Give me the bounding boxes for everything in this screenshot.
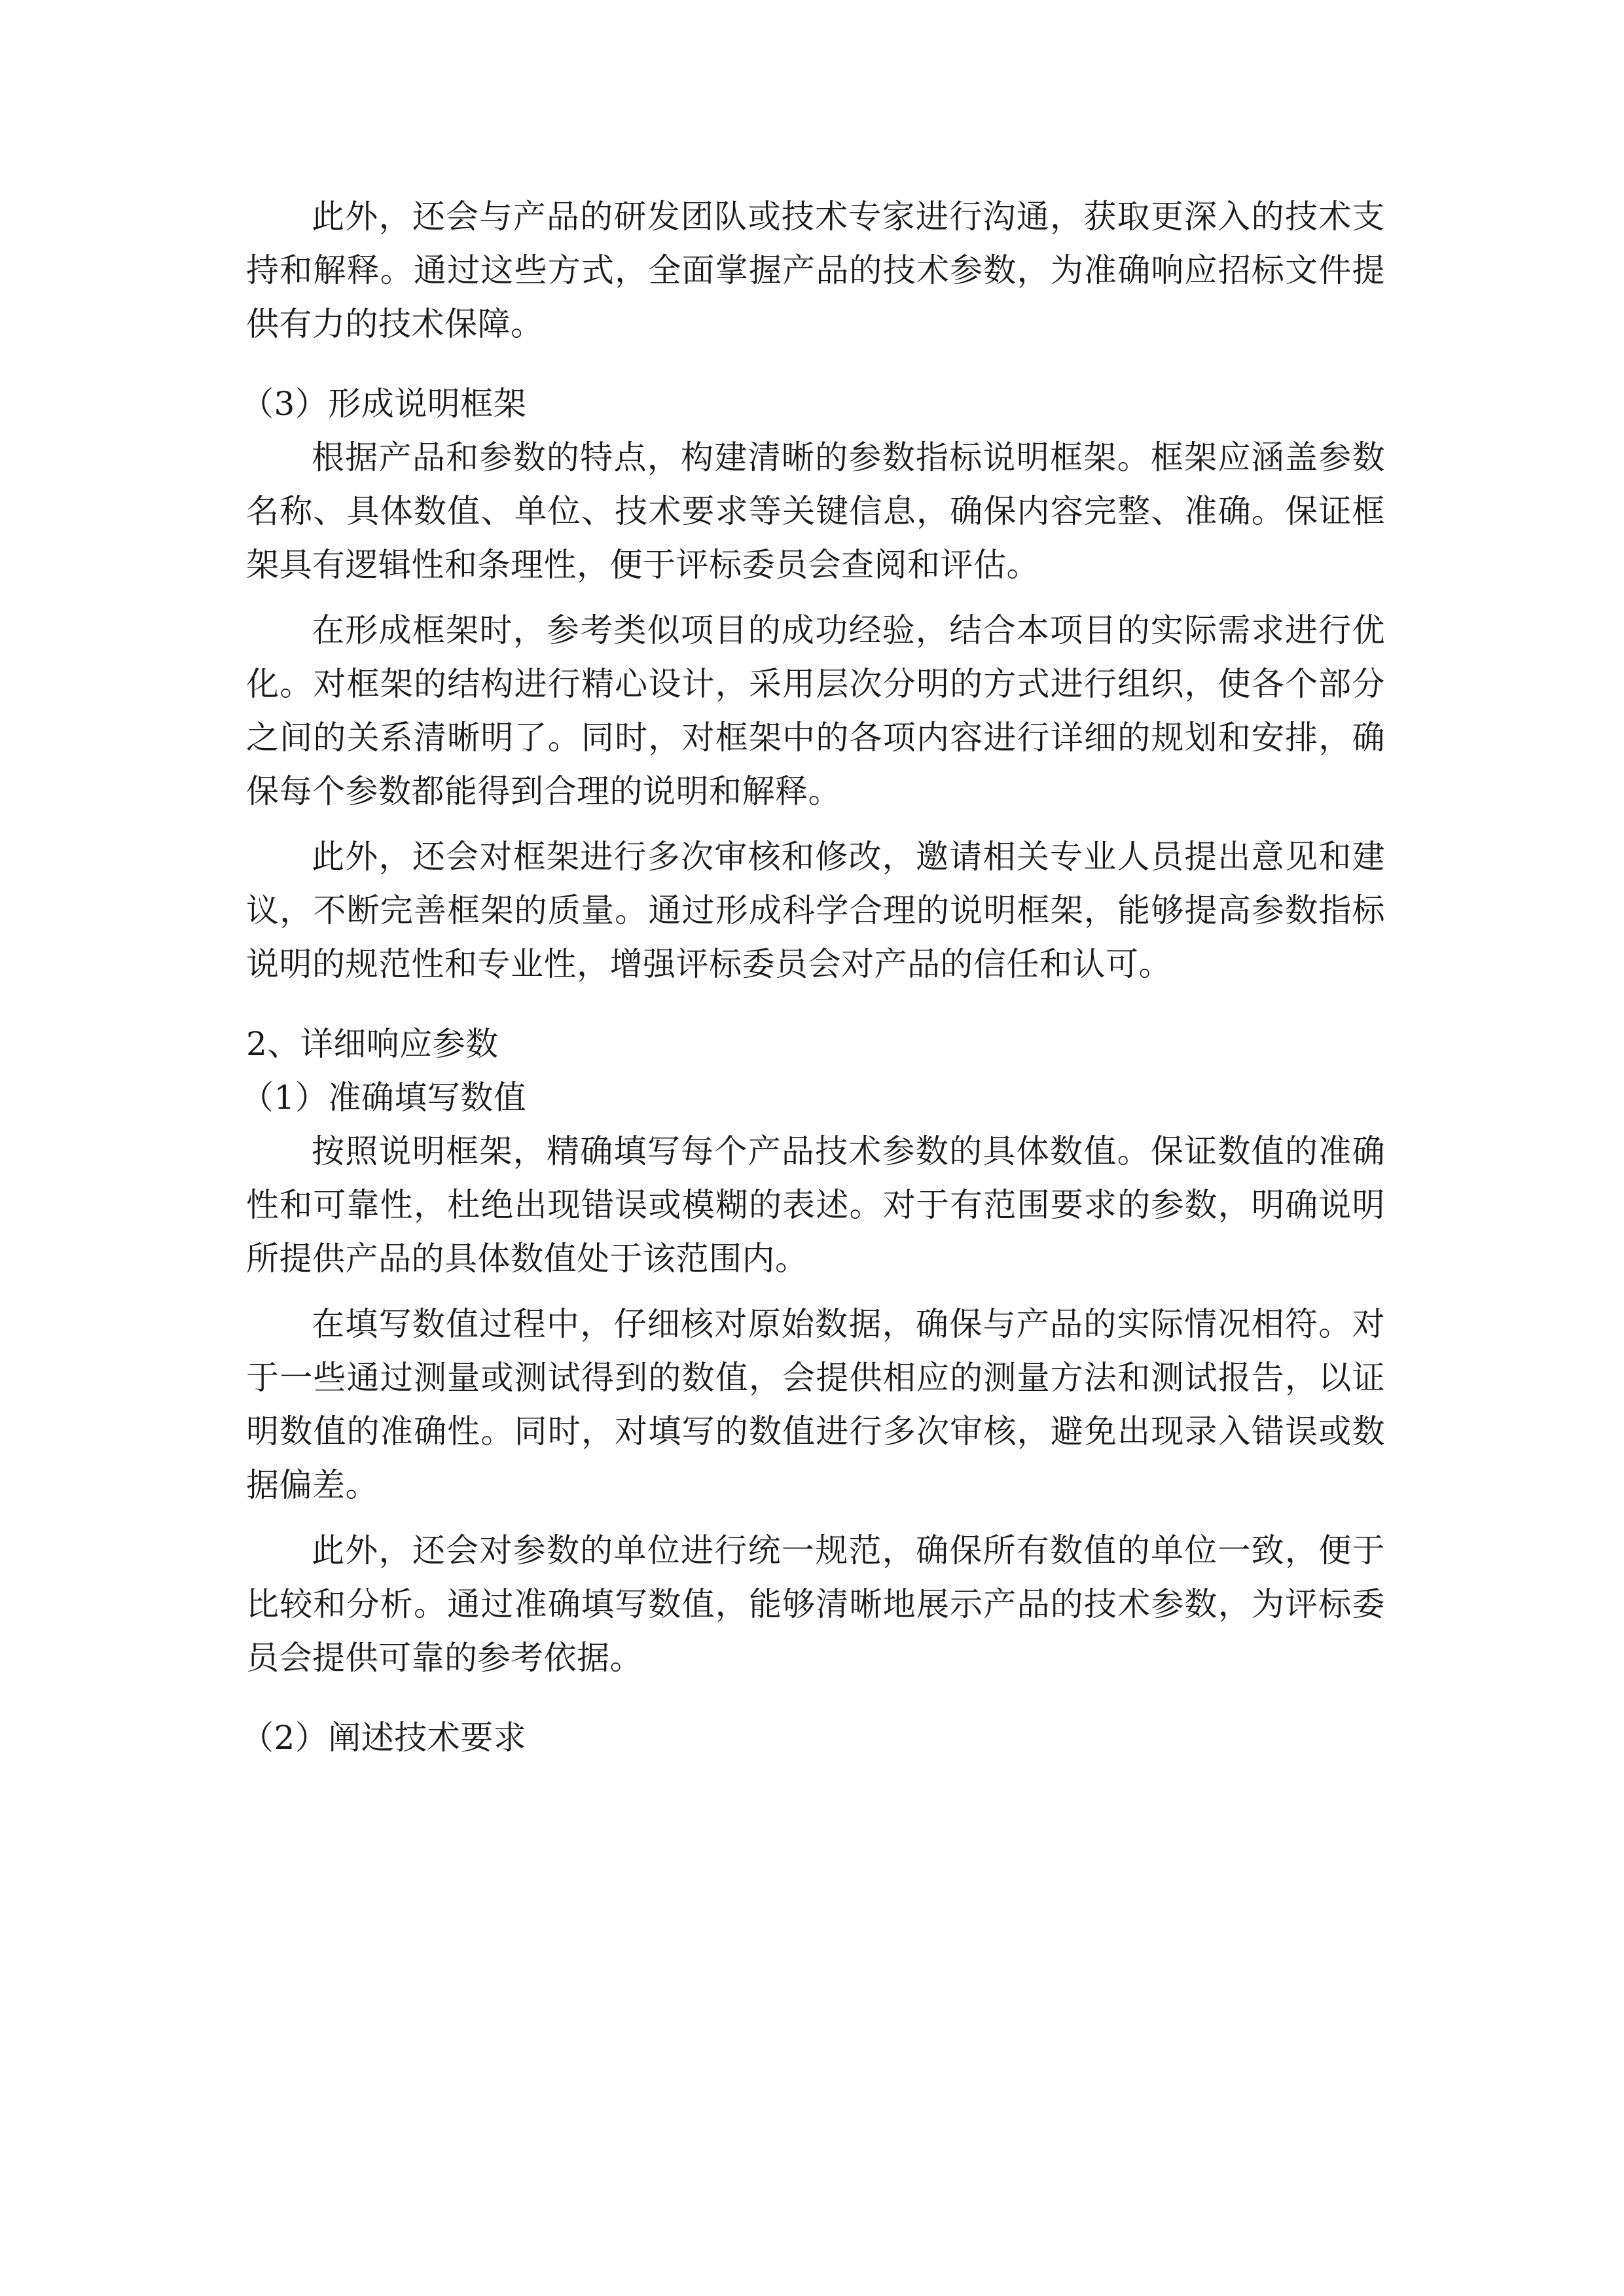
subheading-fill-values: （1）准确填写数值 — [241, 1079, 527, 1117]
paragraph-unify-units: 此外，还会对参数的单位进行统一规范，确保所有数值的单位一致，便于比较和分析。通过准确填写数值，能够清晰地展示产品的技术参数，为评标委员会提供可靠的参考依据。 — [246, 1532, 1385, 1677]
paragraph-build-framework: 根据产品和参数的特点，构建清晰的参数指标说明框架。框架应涵盖参数名称、具体数值、单位、技术要求等关键信息，确保内容完整、准确。保证框架具有逻辑性和条理性，便于评标委员会查阅和评估。 — [246, 439, 1385, 584]
paragraph-fill-values: 按照说明框架，精确填写每个产品技术参数的具体数值。保证数值的准确性和可靠性，杜绝出现错误或模糊的表述。对于有范围要求的参数，明确说明所提供产品的具体数值处于该范围内。 — [246, 1132, 1385, 1278]
spacer — [246, 1003, 1385, 1017]
subheading-tech-requirements: （2）阐述技术要求 — [241, 1719, 527, 1757]
spacer — [246, 363, 1385, 377]
paragraph-tech-support: 此外，还会与产品的研发团队或技术专家进行沟通，获取更深入的技术支持和解释。通过这些方式，全面掌握产品的技术参数，为准确响应招标文件提供有力的技术保障。 — [246, 198, 1385, 343]
document-body — [241, 190, 1385, 1765]
paragraph-verify-values: 在填写数值过程中，仔细核对原始数据，确保与产品的实际情况相符。对于一些通过测量或测试得到的数值，会提供相应的测量方法和测试报告，以证明数值的准确性。同时，对填写的数值进行多次审核，避免出现录入错误或数据偏差。 — [246, 1305, 1385, 1504]
section-heading-detailed-response: 2、详细响应参数 — [246, 1025, 499, 1063]
subheading-form-framework: （3）形成说明框架 — [241, 385, 527, 423]
paragraph-review-framework: 此外，还会对框架进行多次审核和修改，邀请相关专业人员提出意见和建议，不断完善框架的质量。通过形成科学合理的说明框架，能够提高参数指标说明的规范性和专业性，增强评标委员会对产品的信任和认可。 — [246, 838, 1385, 983]
paragraph-optimize-framework: 在形成框架时，参考类似项目的成功经验，结合本项目的实际需求进行优化。对框架的结构进行精心设计，采用层次分明的方式进行组织，使各个部分之间的关系清晰明了。同时，对框架中的各项内容进行详细的规划和安排，确保每个参数都能得到合理的说明和解释。 — [246, 611, 1385, 810]
spacer — [246, 1696, 1385, 1711]
